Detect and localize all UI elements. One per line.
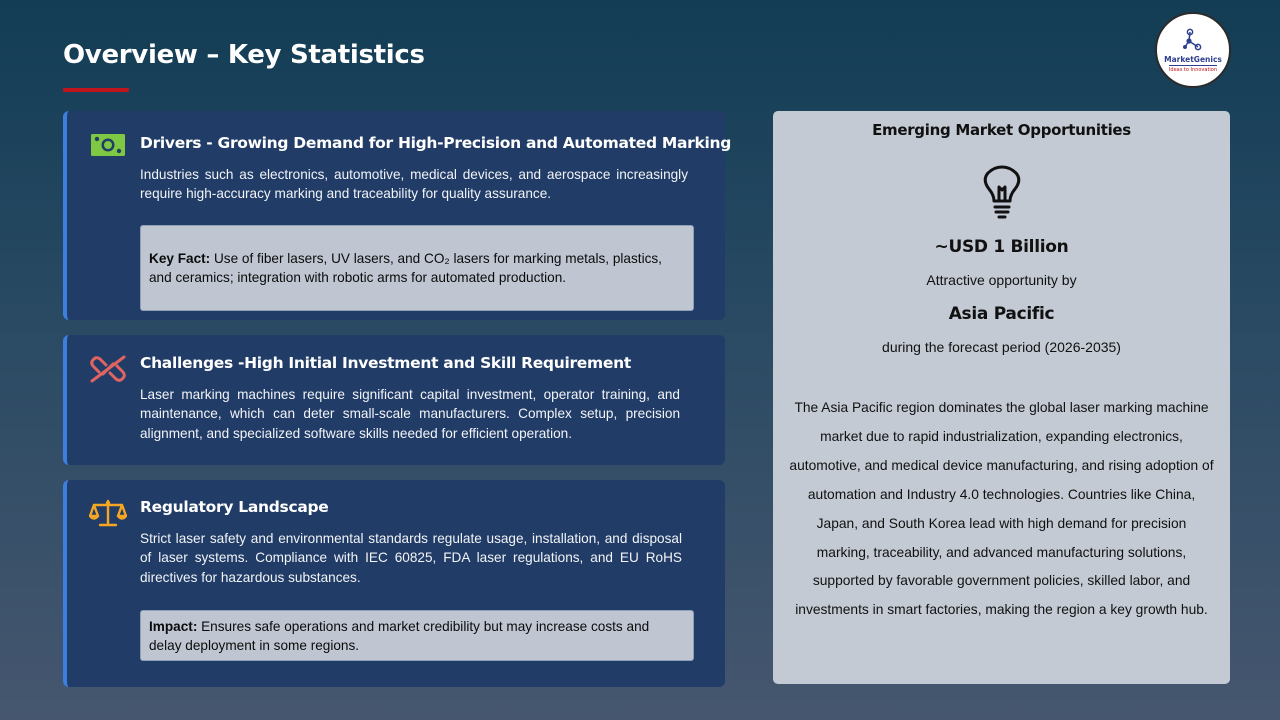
page-title: Overview – Key Statistics — [63, 40, 425, 70]
opportunity-line: Attractive opportunity by — [926, 272, 1077, 288]
logo-tagline: Ideas to Innovation — [1168, 66, 1218, 73]
title-underline — [63, 88, 129, 92]
broken-link-icon — [89, 354, 127, 384]
key-fact-label: Key Fact: — [149, 251, 211, 266]
network-nodes-icon — [1182, 28, 1204, 52]
drivers-body: Industries such as electronics, automotive, medical devices, and aerospace increasingly require high-accuracy marking and traceability for quality assurance. — [140, 167, 688, 202]
market-value: ~USD 1 Billion — [934, 237, 1069, 257]
region-description: The Asia Pacific region dominates the global laser marking machine market due to rapid industrialization, expanding electronics, automotive, and medical device manufacturing, and rising adoption of automation and Industry 4.0 technologies. Countries like China, Japan, and South Korea lead with high demand for precision marking, traceability, and advanced manufacturing solutions, supported by favorable government policies, skilled labor, and investments in smart factories, making the region a key growth hub. — [789, 400, 1214, 618]
impact-box — [140, 610, 694, 661]
regulatory-body: Strict laser safety and environmental standards regulate usage, installation, and disposal of laser systems. Compliance with IEC 60825, FDA laser regulations, and EU RoHS directives for hazardous substances. — [140, 531, 682, 585]
forecast-period: during the forecast period (2026-2035) — [882, 339, 1121, 355]
challenges-body: Laser marking machines require significant capital investment, operator training, and maintenance, which can deter small-scale manufacturers. Complex setup, precision alignment, and specialized software skills needed for efficient operation. — [140, 387, 680, 441]
impact-label: Impact: — [149, 619, 198, 634]
scales-icon — [89, 498, 127, 528]
regulatory-card — [63, 480, 725, 687]
emerging-opportunities-panel — [773, 111, 1230, 684]
logo-name: MarketGenics — [1164, 54, 1222, 64]
drivers-card — [63, 111, 732, 320]
money-icon — [89, 131, 127, 161]
regulatory-heading: Regulatory Landscape — [140, 498, 329, 516]
marketgenics-logo — [1155, 12, 1231, 88]
challenges-heading: Challenges -High Initial Investment and Skill Requirement — [140, 354, 631, 372]
opportunities-heading: Emerging Market Opportunities — [872, 121, 1131, 139]
key-fact-text: Use of fiber lasers, UV lasers, and CO₂ lasers for marking metals, plastics, and ceramics; integration with robotic arms for automated production. — [149, 251, 662, 286]
challenges-card — [63, 335, 725, 465]
key-fact-box — [140, 225, 694, 311]
lightbulb-icon — [978, 165, 1026, 219]
region-name: Asia Pacific — [948, 304, 1055, 324]
impact-text: Ensures safe operations and market credibility but may increase costs and delay deployment in some regions. — [149, 619, 650, 654]
drivers-heading: Drivers - Growing Demand for High-Precision and Automated Marking — [140, 134, 732, 152]
